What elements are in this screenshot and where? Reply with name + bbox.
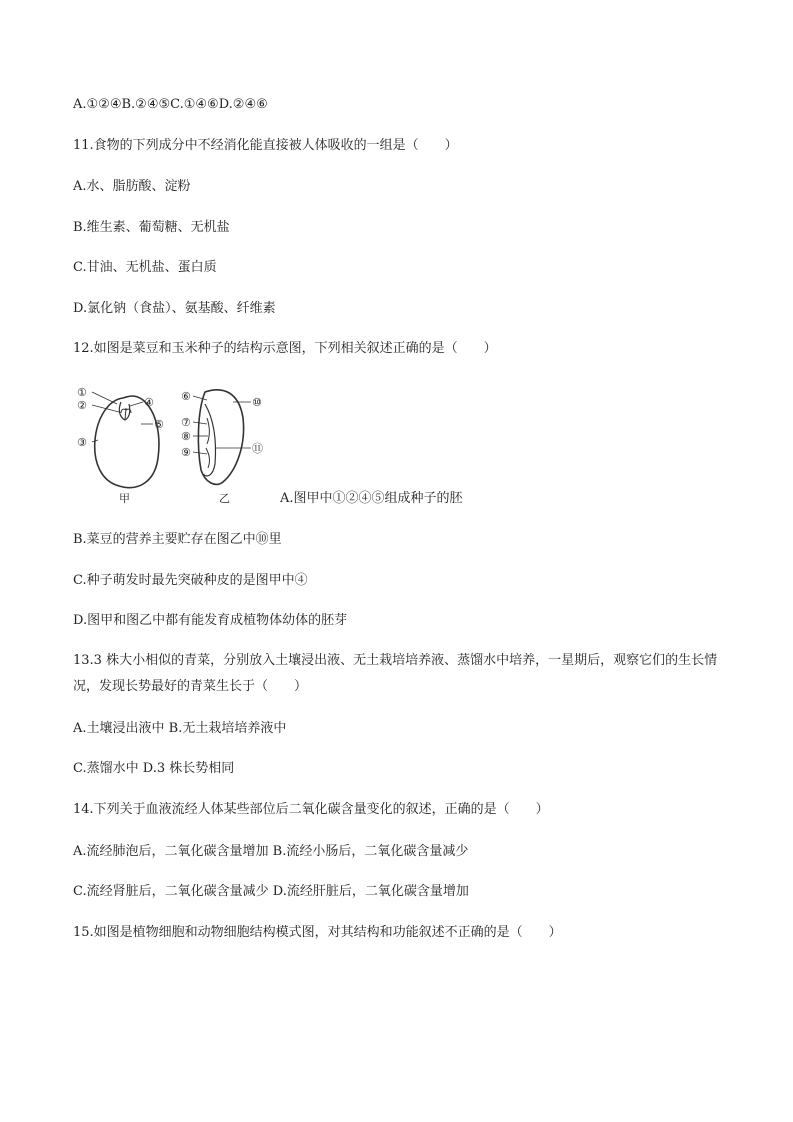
q15-stem: 15.如图是植物细胞和动物细胞结构模式图，对其结构和功能叙述不正确的是（ ） <box>73 925 562 940</box>
label-10: ⑩ <box>252 396 262 409</box>
q14-stem: 14.下列关于血液流经人体某些部位后二氧化碳含量变化的叙述，正确的是（ ） <box>73 802 549 817</box>
label-7: ⑦ <box>181 416 191 429</box>
caption-yi: 乙 <box>219 492 230 505</box>
label-5: ⑤ <box>154 418 164 431</box>
q13-options-cd: C.蒸馏水中 D.3 株长势相同 <box>73 761 235 776</box>
bean-seed-diagram <box>77 386 164 505</box>
seed-structure-figure <box>73 378 278 508</box>
q13-stem: 13.3 株大小相似的青菜，分别放入土壤浸出液、无土栽培培养液、蒸馏水中培养，一星期后，观察它们的生长情况，发现长势最好的青菜生长于（ ） <box>73 653 718 694</box>
q13-options-ab: A.土壤浸出液中 B.无土栽培培养液中 <box>73 721 287 736</box>
q11-option-c: C.甘油、无机盐、蛋白质 <box>73 260 217 275</box>
q12-option-a: A.图甲中①②④⑤组成种子的胚 <box>280 491 463 506</box>
q10-options: A.①②④B.②④⑤C.①④⑥D.②④⑥ <box>73 97 268 112</box>
label-11: ⑪ <box>252 442 263 455</box>
label-4: ④ <box>144 396 154 409</box>
q12-option-c: C.种子萌发时最先突破种皮的是图甲中④ <box>73 573 308 588</box>
q12-stem: 12.如图是菜豆和玉米种子的结构示意图，下列相关叙述正确的是（ ） <box>73 341 497 356</box>
q12-option-b: B.菜豆的营养主要贮存在图乙中⑩里 <box>73 532 282 547</box>
q11-stem: 11.食物的下列成分中不经消化能直接被人体吸收的一组是（ ） <box>73 138 458 153</box>
q11-option-d: D.氯化钠（食盐）、氨基酸、纤维素 <box>73 301 276 316</box>
label-8: ⑧ <box>181 430 191 443</box>
label-9: ⑨ <box>181 446 191 459</box>
q11-option-b: B.维生素、葡萄糖、无机盐 <box>73 220 230 235</box>
q14-options-cd: C.流经肾脏后，二氧化碳含量减少 D.流经肝脏后，二氧化碳含量增加 <box>73 884 469 899</box>
seed-diagram <box>73 378 278 508</box>
q11-option-a: A.水、脂肪酸、淀粉 <box>73 179 191 194</box>
q12-option-d: D.图甲和图乙中都有能发育成植物体幼体的胚芽 <box>73 613 348 628</box>
label-2: ② <box>77 399 87 412</box>
caption-jia: 甲 <box>119 492 130 505</box>
q14-options-ab: A.流经肺泡后，二氧化碳含量增加 B.流经小肠后，二氧化碳含量减少 <box>73 844 469 859</box>
label-3: ③ <box>77 436 87 449</box>
label-1: ① <box>77 386 87 399</box>
corn-seed-diagram <box>181 390 263 505</box>
label-6: ⑥ <box>181 390 191 403</box>
